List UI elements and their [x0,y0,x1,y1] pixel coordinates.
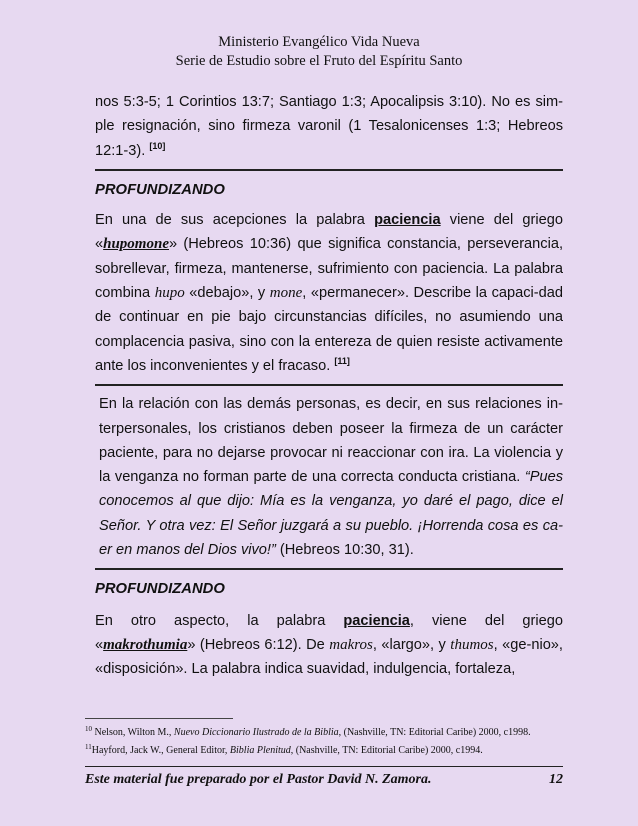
paragraph-hupomone: En una de sus acepciones la palabra paciencia viene del griego «hupomone» (Hebreos 10:36) que significa constancia, perseverancia, sobrellevar, firmeza, mantenerse, sufrimiento con paciencia. La palabra combina hupo «debajo», y mone, «permanecer». Describe la capaci-dad de continuar en pie bajo circunstancias difíciles, no asumiendo una complacencia pasiva, sino con la entereza de quien resiste activamente ante los inconvenientes y el fracaso. [11] [95,212,563,374]
header-ministry: Ministerio Evangélico Vida Nueva [218,34,420,50]
page-header [0,33,638,71]
section-heading: PROFUNDIZANDO [95,181,225,198]
header-series: Serie de Estudio sobre el Fruto del Espíritu Santo [175,53,463,69]
footnote-item: $^{10}$ Nelson, Wilton M., Nuevo Diccionario Ilustrado de la Biblia, (Nashville, TN: Editorial Caribe) 2000, c1998. [85,725,531,738]
paragraph-relationships: En la relación con las demás personas, es decir, en sus relaciones in-terpersonales, los cristianos deben poseer la firmeza de un carácter paciente, para no dejarse provocar ni reaccionar con ira. La violencia y la venganza no forman parte de una correcta conducta cristiana. “Pues conocemos al que dijo: Mía es la venganza, yo daré el pago, dice el Señor. Y otra vez: El Señor juzgará a su pueblo. ¡Horrenda cosa es ca-er en manos del Dios vivo!” (Hebreos 10:30, 31). [99,396,564,559]
divider [95,384,563,386]
footnote-ref: [11] [334,355,350,366]
document-body [95,90,563,682]
divider [95,169,563,171]
greek-term: makrothumia [103,636,188,653]
scripture-ref: (Hebreos 10:30, 31). [279,542,414,559]
section-heading: PROFUNDIZANDO [95,581,225,598]
greek-root: mone [269,285,303,302]
greek-root: hupo [154,285,185,302]
footer-credit: Este material fue preparado por el Pastor David N. Zamora. [85,772,432,787]
page-number: 12 [549,772,563,787]
keyword-paciencia: paciencia [343,612,410,629]
footnotes [85,724,565,760]
greek-root: makros [329,636,373,653]
greek-term: hupomone [103,236,169,253]
paragraph-makrothumia: En otro aspecto, la palabra paciencia, viene del griego «makrothumia» (Hebreos 6:12). De makros, «largo», y thumos, «ge-nio», «disposición». La palabra indica suavidad, indulgencia, fortaleza, [95,612,563,678]
paragraph-continuation: nos 5:3-5; 1 Corintios 13:7; Santiago 1:3; Apocalipsis 3:10). No es sim-ple resignación, sino firmeza varonil (1 Tesalonicenses 1:3; Hebreos 12:1-3). [10] [95,94,563,159]
footnote-separator [85,718,233,719]
scripture-quote: “Pues conocemos al que dijo: Mía es la venganza, yo daré el pago, dice el Señor. Y otra vez: El Señor juzgará a su pueblo. ¡Horrenda cosa es ca-er en manos del Dios vivo!” [99,469,564,559]
greek-root: thumos [450,636,494,653]
footnote-item: $^{11}$Hayford, Jack W., General Editor, Biblia Plenitud, (Nashville, TN: Editorial Caribe) 2000, c1994. [85,743,483,756]
divider [95,568,563,570]
page-footer [85,766,563,788]
keyword-paciencia: paciencia [374,212,441,229]
footnote-ref: [10] [149,140,166,151]
